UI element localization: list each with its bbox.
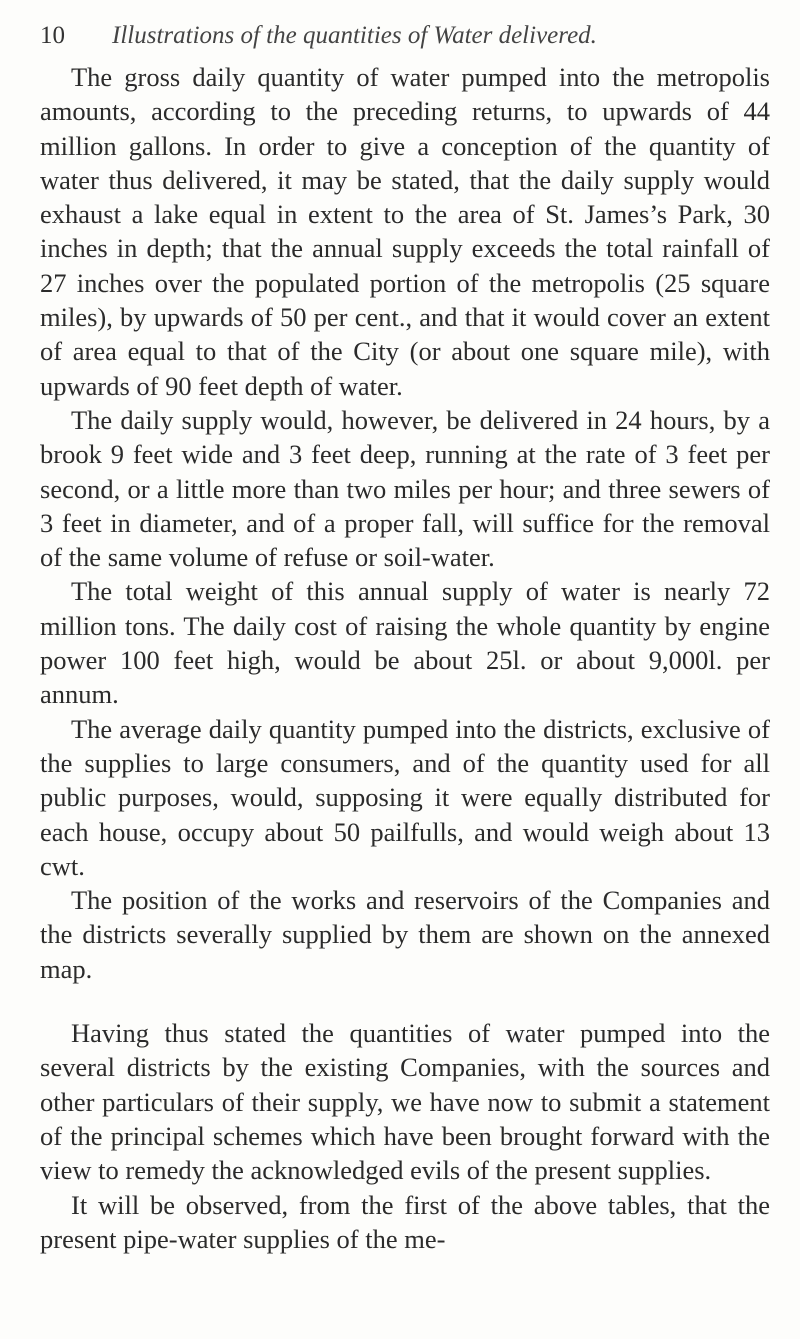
body-text — [40, 60, 770, 1256]
paragraph-daily-supply-brook: The daily supply would, however, be delivered in 24 hours, by a brook 9 feet wide and 3 feet deep, running at the rate of 3 feet per second, or a little more than two miles per hour; and three sewers of 3 feet in diameter, and of a proper fall, will suffice for the removal of the same volume of refuse or soil-water. — [40, 404, 770, 573]
running-head — [40, 14, 780, 58]
section-gap — [40, 986, 770, 1016]
paragraph-works-position: The position of the works and reservoirs of the Companies and the districts severally supplied by them are shown on the annexed map. — [40, 885, 770, 984]
running-title: Illustrations of the quantities of Water delivered. — [112, 22, 597, 49]
paragraph-pipe-water-supplies: It will be observed, from the first of the above tables, that the present pipe-water supplies of the me- — [40, 1189, 770, 1254]
page-number: 10 — [40, 22, 65, 49]
paragraph-annual-weight: The total weight of this annual supply of water is nearly 72 million tons. The daily cost of raising the whole quantity by engine power 100 feet high, would be about 25l. or about 9,000l. per annum. — [40, 576, 770, 710]
paragraph-daily-quantity: The gross daily quantity of water pumped into the metropolis amounts, according to the preceding returns, to upwards of 44 million gallons. In order to give a conception of the quantity of water thus delivered, it may be stated, that the daily supply would exhaust a lake equal in extent to the area of St. James’s Park, 30 inches in depth; that the annual supply exceeds the total rainfall of 27 inches over the populated portion of the metropolis (25 square miles), by upwards of 50 per cent., and that it would cover an extent of area equal to that of the City (or about one square mile), with upwards of 90 feet depth of water. — [40, 62, 770, 401]
paragraph-average-quantity: The average daily quantity pumped into the districts, exclusive of the supplies to large consumers, and of the quantity used for all public purposes, would, supposing it were equally distributed for each house, occupy about 50 pailfulls, and would weigh about 13 cwt. — [40, 713, 770, 881]
paragraph-principal-schemes: Having thus stated the quantities of water pumped into the several districts by the existing Companies, with the sources and other particulars of their supply, we have now to submit a statement of the principal schemes which have been brought forward with the view to remedy the acknowledged evils of the present supplies. — [40, 1018, 770, 1186]
